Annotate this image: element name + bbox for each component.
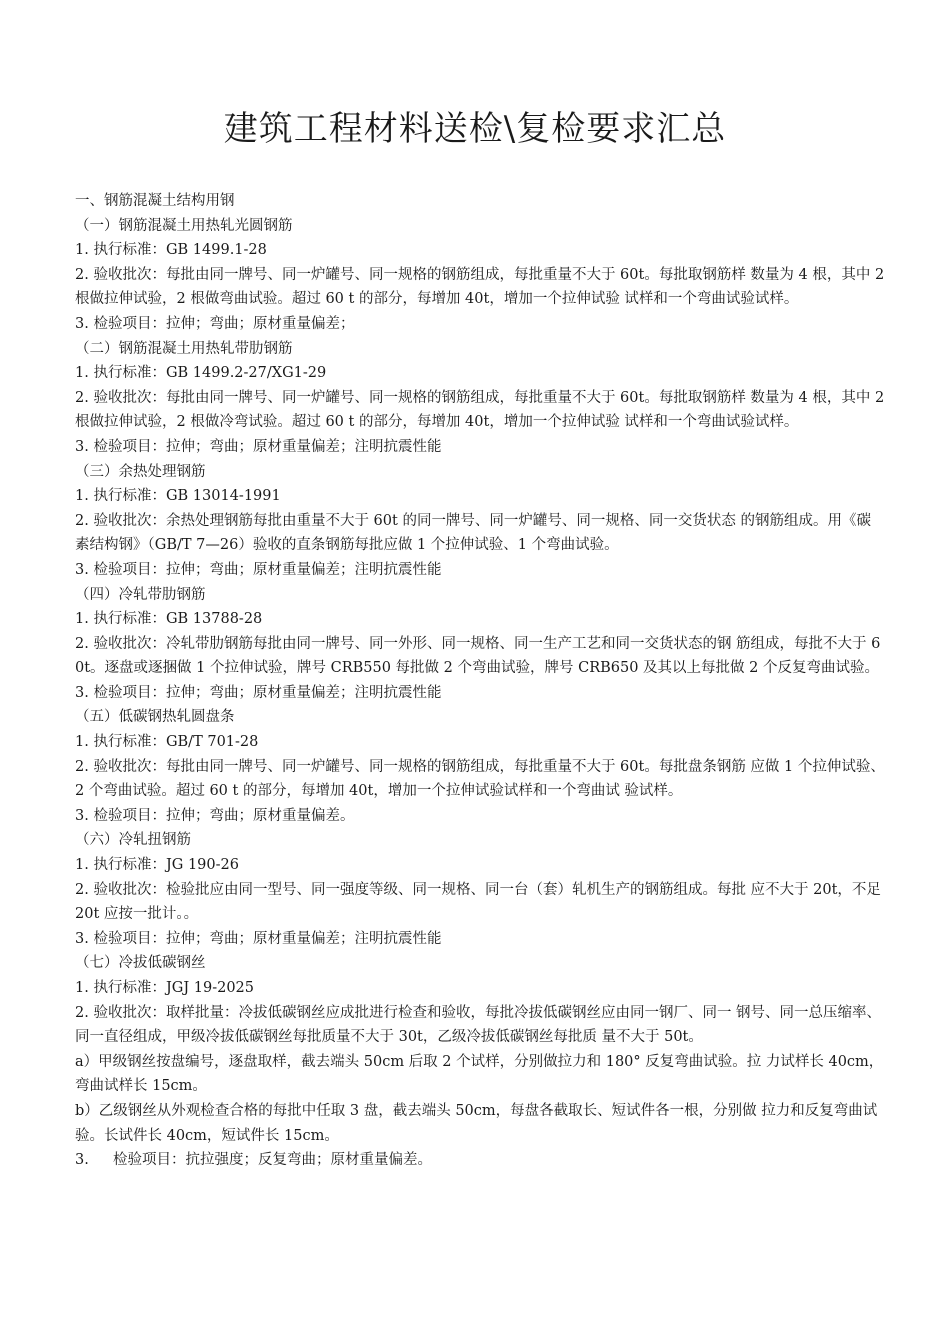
standard-line: 1. 执行标准：GB 1499.1-28 [75,242,267,259]
grade-a-paragraph: a）甲级钢丝按盘编号，逐盘取样，截去端头 50cm 后取 2 个试样，分别做拉力和 180° 反复弯曲试验。拉 力试样长 40cm，弯曲试样长 15cm。 [75,1053,884,1095]
document-body [75,189,885,1173]
standard-line: 1. 执行标准：JGJ 19-2025 [75,980,255,996]
test-items-line: 3. 检验项目：拉伸；弯曲；原材重量偏差；注明抗震性能 [75,561,442,578]
subsection-heading: （六）冷轧扭钢筋 [75,832,191,849]
batch-paragraph: 2. 验收批次：余热处理钢筋每批由重量不大于 60t 的同一牌号、同一炉罐号、同一规格、同一交货状态 的钢筋组成。用《碳素结构钢》（GB/T 7—26）验收的直条钢筋每批应做 1 个拉伸试验、1 个弯曲试验。 [75,512,872,554]
test-items-line: 3. 检验项目：拉伸；弯曲；原材重量偏差。 [75,807,355,824]
batch-paragraph: 2. 验收批次：取样批量：冷拔低碳钢丝应成批进行检查和验收，每批冷拔低碳钢丝应由同一钢厂、同一 钢号、同一总压缩率、同一直径组成，甲级冷拔低碳钢丝每批质量不大于 30t，乙级冷拔低碳钢丝每批质 量不大于 50t。 [75,1004,882,1046]
subsection-heading: （四）冷轧带肋钢筋 [75,586,206,603]
test-items-line: 3. 检验项目：拉伸；弯曲；原材重量偏差；注明抗震性能 [75,438,442,455]
standard-line: 1. 执行标准：GB 1499.2-27/XG1-29 [75,365,327,382]
standard-line: 1. 执行标准：GB 13788-28 [75,611,263,628]
subsection-heading: （三）余热处理钢筋 [75,463,206,480]
batch-paragraph: 2. 验收批次：每批由同一牌号、同一炉罐号、同一规格的钢筋组成，每批重量不大于 60t。每批盘条钢筋 应做 1 个拉伸试验、2 个弯曲试验。超过 60 t 的部分，每增加 40t，增加一个拉伸试验试样和一个弯曲试 验试样。 [75,758,885,800]
standard-line: 1. 执行标准：GB/T 701-28 [75,734,259,751]
list-number: 3. [75,1152,89,1169]
batch-paragraph: 2. 验收批次：每批由同一牌号、同一炉罐号、同一规格的钢筋组成，每批重量不大于 60t。每批取钢筋样 数量为 4 根，其中 2 根做拉伸试验，2 根做冷弯试验。超过 60 t 的部分，每增加 40t，增加一个拉伸试验 试样和一个弯曲试验试样。 [75,389,885,431]
test-items-line: 3. 检验项目：拉伸；弯曲；原材重量偏差；注明抗震性能 [75,684,442,701]
test-items-line: 3. 检验项目：拉伸；弯曲；原材重量偏差；注明抗震性能 [75,930,442,947]
test-items-text: 检验项目：抗拉强度；反复弯曲；原材重量偏差。 [113,1152,432,1169]
subsection-heading: （二）钢筋混凝土用热轧带肋钢筋 [75,340,293,357]
standard-line: 1. 执行标准：GB 13014-1991 [75,488,281,505]
subsection-heading: （七）冷拔低碳钢丝 [75,955,206,972]
batch-paragraph: 2. 验收批次：冷轧带肋钢筋每批由同一牌号、同一外形、同一规格、同一生产工艺和同一交货状态的钢 筋组成，每批不大于 60t。逐盘或逐捆做 1 个拉伸试验，牌号 CRB550 每批做 2 个弯曲试验，牌号 CRB650 及其以上每批做 2 个反复弯曲试验。 [75,635,881,677]
test-items-line [75,1148,885,1173]
test-items-line: 3. 检验项目：拉伸；弯曲；原材重量偏差； [75,315,355,332]
subsection-heading: （一）钢筋混凝土用热轧光圆钢筋 [75,217,293,234]
section-heading: 一、钢筋混凝土结构用钢 [75,193,235,209]
subsection-heading: （五）低碳钢热轧圆盘条 [75,709,235,726]
batch-paragraph: 2. 验收批次：检验批应由同一型号、同一强度等级、同一规格、同一台（套）轧机生产的钢筋组成。每批 应不大于 20t，不足 20t 应按一批计。。 [75,881,881,923]
page-title: 建筑工程材料送检\复检要求汇总 [223,109,727,149]
batch-paragraph: 2. 验收批次：每批由同一牌号、同一炉罐号、同一规格的钢筋组成，每批重量不大于 60t。每批取钢筋样 数量为 4 根，其中 2 根做拉伸试验，2 根做弯曲试验。超过 60 t 的部分，每增加 40t，增加一个拉伸试验 试样和一个弯曲试验试样。 [75,266,885,308]
grade-b-paragraph: b）乙级钢丝从外观检查合格的每批中任取 3 盘，截去端头 50cm，每盘各截取长、短试件各一根，分别做 拉力和反复弯曲试验。长试件长 40cm，短试件长 15cm。 [75,1102,878,1144]
standard-line: 1. 执行标准：JG 190-26 [75,857,239,874]
